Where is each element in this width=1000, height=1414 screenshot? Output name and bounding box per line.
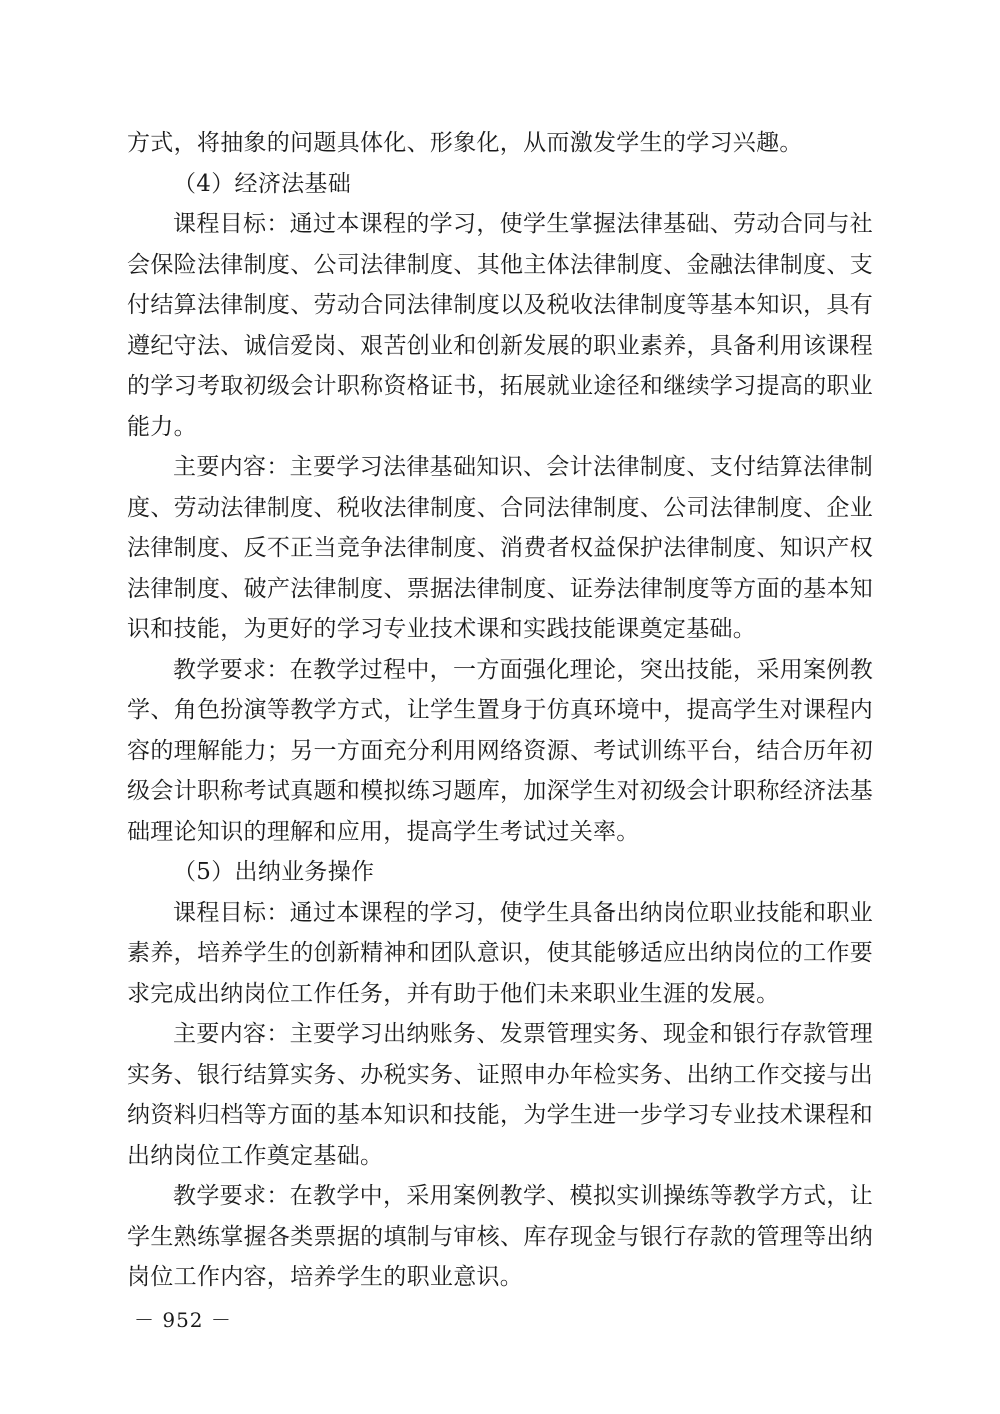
paragraph-course-objective: 课程目标：通过本课程的学习，使学生掌握法律基础、劳动合同与社会保险法律制度、公司法律制度、其他主体法律制度、金融法律制度、支付结算法律制度、劳动合同法律制度以及税收法律制度等基本知识，具有遵纪守法、诚信爱岗、艰苦创业和创新发展的职业素养，具备利用该课程的学习考取初级会计职称资格证书，拓展就业途径和继续学习提高的职业能力。 [127, 211, 873, 440]
paragraph-main-content: 主要内容：主要学习法律基础知识、会计法律制度、支付结算法律制度、劳动法律制度、税收法律制度、合同法律制度、公司法律制度、企业法律制度、反不正当竞争法律制度、消费者权益保护法律制度、知识产权法律制度、破产法律制度、票据法律制度、证券法律制度等方面的基本知识和技能，为更好的学习专业技术课和实践技能课奠定基础。 [127, 454, 873, 642]
paragraph-main-content: 主要内容：主要学习出纳账务、发票管理实务、现金和银行存款管理实务、银行结算实务、办税实务、证照申办年检实务、出纳工作交接与出纳资料归档等方面的基本知识和技能，为学生进一步学习专业技术课程和出纳岗位工作奠定基础。 [127, 1021, 873, 1169]
page-number: － 952 － [134, 1308, 232, 1332]
section-heading-economic-law: （4）经济法基础 [173, 170, 352, 197]
paragraph-teaching-requirements: 教学要求：在教学过程中，一方面强化理论，突出技能，采用案例教学、角色扮演等教学方式，让学生置身于仿真环境中，提高学生对课程内容的理解能力；另一方面充分利用网络资源、考试训练平台，结合历年初级会计职称考试真题和模拟练习题库，加深学生对初级会计职称经济法基础理论知识的理解和应用，提高学生考试过关率。 [127, 656, 873, 845]
body-text [127, 123, 873, 1298]
paragraph-course-objective: 课程目标：通过本课程的学习，使学生具备出纳岗位职业技能和职业素养，培养学生的创新精神和团队意识，使其能够适应出纳岗位的工作要求完成出纳岗位工作任务，并有助于他们未来职业生涯的发展。 [127, 899, 873, 1007]
paragraph-teaching-requirements: 教学要求：在教学中，采用案例教学、模拟实训操练等教学方式，让学生熟练掌握各类票据的填制与审核、库存现金与银行存款的管理等出纳岗位工作内容，培养学生的职业意识。 [127, 1183, 873, 1290]
section-heading-cashier-operations: （5）出纳业务操作 [173, 859, 375, 885]
paragraph-continuation: 方式，将抽象的问题具体化、形象化，从而激发学生的学习兴趣。 [127, 130, 803, 156]
